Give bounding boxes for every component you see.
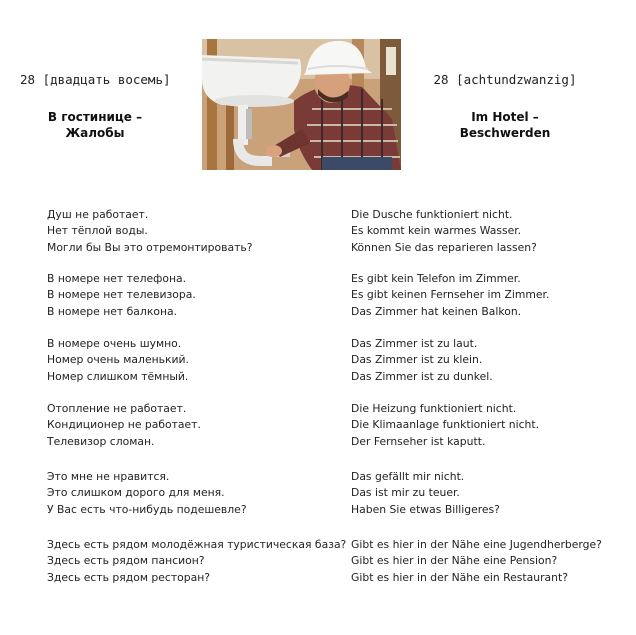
phrase-de: Das gefällt mir nicht.: [351, 470, 465, 483]
phrase-de: Gibt es hier in der Nähe eine Pension?: [351, 554, 558, 568]
phrase-de: Gibt es hier in der Nähe eine Jugendherberge?: [351, 538, 602, 551]
phrase-de: Es gibt kein Telefon im Zimmer.: [351, 272, 521, 285]
phrase-ru: Это слишком дорого для меня.: [47, 486, 225, 500]
phrase-ru: В номере нет балкона.: [47, 304, 178, 318]
phrase-de: Das Zimmer hat keinen Balkon.: [351, 304, 522, 318]
phrase-ru: Отопление не работает.: [47, 402, 187, 415]
topic-title-ru-line1: В гостинице –: [47, 110, 143, 124]
phrase-ru: В номере нет телевизора.: [47, 288, 196, 302]
phrase-de: Das ist mir zu teuer.: [351, 486, 460, 500]
topic-title-de-line1: Im Hotel –: [471, 110, 539, 124]
phrase-de: Gibt es hier in der Nähe ein Restaurant?: [351, 570, 568, 584]
phrase-ru: Здесь есть рядом ресторан?: [47, 570, 211, 584]
phrase-ru: Нет тёплой воды.: [47, 224, 148, 238]
phrase-ru: Номер очень маленький.: [47, 353, 189, 367]
phrase-de: Die Dusche funktioniert nicht.: [351, 208, 513, 221]
phrase-ru: Телевизор сломан.: [47, 434, 155, 448]
phrase-ru: Номер слишком тёмный.: [47, 369, 189, 383]
phrase-de: Haben Sie etwas Billigeres?: [351, 502, 500, 516]
phrase-ru: У Вас есть что-нибудь подешевле?: [47, 502, 247, 516]
topic-title-ru-line2: Жалобы: [65, 126, 125, 140]
phrase-ru: В номере очень шумно.: [47, 337, 182, 350]
phrase-de: Es gibt keinen Fernseher im Zimmer.: [351, 288, 550, 302]
phrase-de: Das Zimmer ist zu laut.: [351, 337, 478, 350]
topic-title-ru: [20, 109, 170, 141]
lesson-number-de: 28 [achtundzwanzig]: [433, 72, 577, 87]
phrase-ru: Это мне не нравится.: [47, 470, 170, 483]
phrase-ru: Кондиционер не работает.: [47, 418, 201, 432]
phrase-ru: Душ не работает.: [47, 208, 149, 221]
phrase-de: Können Sie das reparieren lassen?: [351, 240, 537, 254]
phrase-ru: Могли бы Вы это отремонтировать?: [47, 240, 253, 254]
phrase-de: Das Zimmer ist zu dunkel.: [351, 369, 493, 383]
plumber-photo-icon: [202, 39, 401, 170]
topic-title-de: [430, 109, 580, 141]
phrase-de: Das Zimmer ist zu klein.: [351, 353, 483, 367]
lesson-number-ru: 28 [двадцать восемь]: [20, 72, 171, 87]
phrase-de: Der Fernseher ist kaputt.: [351, 434, 486, 448]
phrase-de: Die Klimaanlage funktioniert nicht.: [351, 418, 540, 432]
phrase-ru: Здесь есть рядом молодёжная туристическая база?: [47, 538, 347, 551]
phrase-ru: Здесь есть рядом пансион?: [47, 554, 205, 568]
topic-title-de-line2: Beschwerden: [459, 126, 551, 140]
phrase-de: Es kommt kein warmes Wasser.: [351, 224, 522, 238]
phrase-de: Die Heizung funktioniert nicht.: [351, 402, 517, 415]
phrase-ru: В номере нет телефона.: [47, 272, 187, 285]
